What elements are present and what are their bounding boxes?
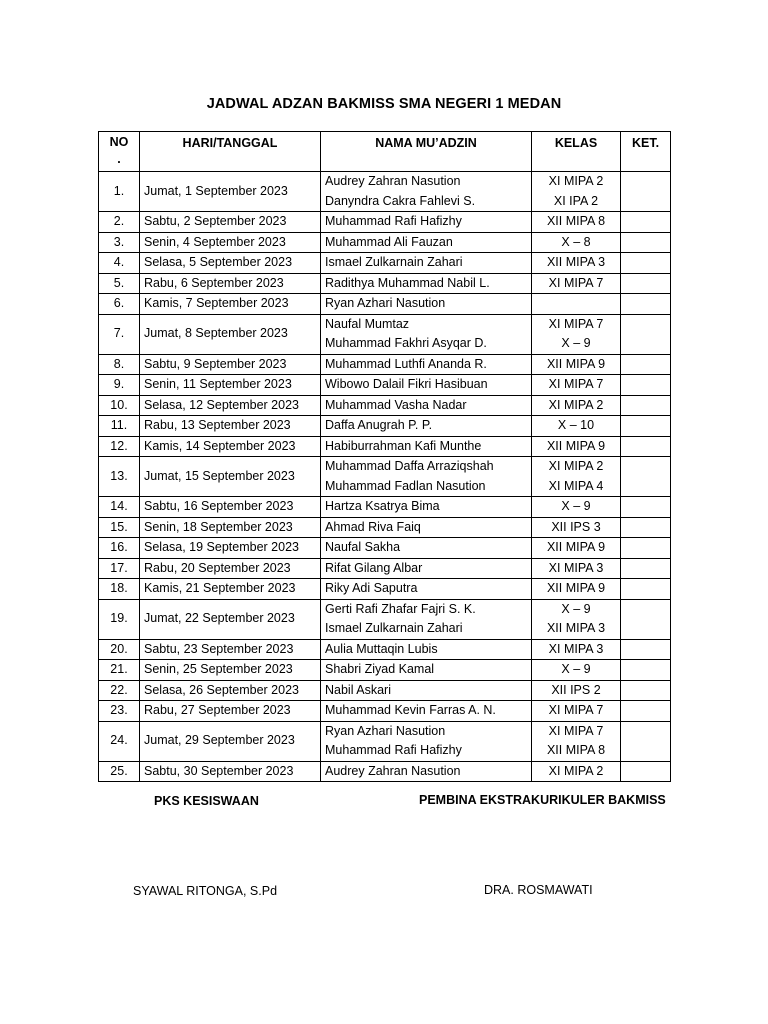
- document-title: JADWAL ADZAN BAKMISS SMA NEGERI 1 MEDAN: [206, 96, 562, 112]
- muadzin-name: Muhammad Rafi Hafizhy: [325, 214, 462, 228]
- row-class: [532, 172, 621, 212]
- class-name: XII MIPA 3: [546, 255, 606, 269]
- row-date: Jumat, 22 September 2023: [140, 599, 321, 639]
- class-name: XI MIPA 4: [548, 478, 604, 493]
- row-class: [532, 314, 621, 354]
- muadzin-name: Habiburrahman Kafi Munthe: [325, 438, 482, 453]
- row-number: 2.: [99, 212, 140, 233]
- row-date: Rabu, 13 September 2023: [140, 416, 321, 437]
- table-row: [99, 273, 671, 294]
- muadzin-name: Nabil Askari: [325, 682, 391, 697]
- row-class: [532, 721, 621, 761]
- class-name: [536, 294, 616, 314]
- table-row: [99, 599, 671, 639]
- row-note: [621, 172, 671, 212]
- class-name: XII IPS 2: [551, 682, 601, 697]
- row-number: 14.: [99, 497, 140, 518]
- row-muadzin: [321, 395, 532, 416]
- header-note: KET.: [621, 132, 671, 172]
- table-row: [99, 517, 671, 538]
- header-no: NO .: [99, 132, 140, 172]
- row-muadzin: [321, 599, 532, 639]
- row-date: Selasa, 26 September 2023: [140, 680, 321, 701]
- row-note: [621, 761, 671, 782]
- row-number: 7.: [99, 314, 140, 354]
- row-note: [621, 497, 671, 518]
- class-name: X – 9: [561, 662, 591, 676]
- muadzin-name: Muhammad Rafi Hafizhy: [325, 743, 462, 757]
- signature-left-name: SYAWAL RITONGA, S.Pd: [133, 884, 278, 898]
- muadzin-name: Hartza Ksatrya Bima: [325, 499, 440, 513]
- row-muadzin: [321, 721, 532, 761]
- row-class: [532, 558, 621, 579]
- row-number: 25.: [99, 761, 140, 782]
- muadzin-name: Ryan Azhari Nasution: [325, 723, 446, 738]
- muadzin-name: Shabri Ziyad Kamal: [325, 662, 435, 676]
- muadzin-name: Gerti Rafi Zhafar Fajri S. K.: [325, 601, 476, 616]
- muadzin-name: Radithya Muhammad Nabil L.: [325, 275, 490, 290]
- row-muadzin: [321, 761, 532, 782]
- row-number: 13.: [99, 457, 140, 497]
- row-number: 16.: [99, 538, 140, 559]
- muadzin-name: Muhammad Fakhri Asyqar D.: [325, 336, 487, 350]
- row-class: [532, 497, 621, 518]
- row-note: [621, 273, 671, 294]
- row-number: 20.: [99, 639, 140, 660]
- row-date: Selasa, 5 September 2023: [140, 253, 321, 274]
- class-name: X – 9: [561, 601, 591, 616]
- row-note: [621, 639, 671, 660]
- row-note: [621, 680, 671, 701]
- row-date: Kamis, 14 September 2023: [140, 436, 321, 457]
- class-name: XI MIPA 2: [548, 763, 604, 778]
- row-number: 21.: [99, 660, 140, 681]
- row-date: Kamis, 7 September 2023: [140, 294, 321, 315]
- class-name: XII MIPA 8: [546, 743, 606, 757]
- class-name: XII MIPA 9: [546, 356, 606, 371]
- row-note: [621, 457, 671, 497]
- row-muadzin: [321, 517, 532, 538]
- row-date: Rabu, 6 September 2023: [140, 273, 321, 294]
- row-date: Senin, 11 September 2023: [140, 375, 321, 396]
- row-note: [621, 354, 671, 375]
- row-note: [621, 436, 671, 457]
- muadzin-name: Naufal Mumtaz: [325, 316, 410, 331]
- row-number: 11.: [99, 416, 140, 437]
- table-row: [99, 558, 671, 579]
- row-number: 5.: [99, 273, 140, 294]
- row-muadzin: [321, 497, 532, 518]
- row-muadzin: [321, 212, 532, 233]
- table-row: [99, 212, 671, 233]
- muadzin-name: Muhammad Daffa Arraziqshah: [325, 459, 494, 473]
- row-class: [532, 579, 621, 600]
- muadzin-name: Ryan Azhari Nasution: [325, 296, 446, 310]
- row-date: Jumat, 15 September 2023: [140, 457, 321, 497]
- row-class: [532, 538, 621, 559]
- muadzin-name: Danyndra Cakra Fahlevi S.: [325, 193, 476, 208]
- class-name: XI MIPA 7: [548, 316, 604, 331]
- row-note: [621, 579, 671, 600]
- class-name: X – 9: [561, 499, 591, 513]
- header-class: KELAS: [532, 132, 621, 172]
- row-date: Jumat, 29 September 2023: [140, 721, 321, 761]
- row-muadzin: [321, 660, 532, 681]
- row-muadzin: [321, 172, 532, 212]
- class-name: XI MIPA 3: [548, 641, 604, 656]
- class-name: XII MIPA 9: [546, 438, 606, 453]
- class-name: X – 9: [561, 336, 591, 350]
- row-muadzin: [321, 579, 532, 600]
- row-number: 24.: [99, 721, 140, 761]
- table-row: [99, 761, 671, 782]
- row-note: [621, 416, 671, 437]
- class-name: X – 8: [561, 234, 591, 249]
- row-class: [532, 354, 621, 375]
- table-row: [99, 253, 671, 274]
- table-row: [99, 172, 671, 212]
- row-class: [532, 232, 621, 253]
- row-class: [532, 599, 621, 639]
- row-date: Selasa, 19 September 2023: [140, 538, 321, 559]
- row-note: [621, 375, 671, 396]
- class-name: XI IPA 2: [553, 193, 599, 208]
- muadzin-name: Wibowo Dalail Fikri Hasibuan: [325, 377, 488, 391]
- muadzin-name: Riky Adi Saputra: [325, 581, 418, 595]
- table-row: [99, 395, 671, 416]
- row-number: 19.: [99, 599, 140, 639]
- class-name: XII MIPA 9: [546, 540, 606, 554]
- class-name: XI MIPA 7: [548, 703, 604, 717]
- schedule-table: [98, 131, 671, 782]
- row-class: [532, 639, 621, 660]
- row-muadzin: [321, 701, 532, 722]
- signature-left-title: PKS KESISWAAN: [154, 794, 259, 808]
- row-note: [621, 253, 671, 274]
- signature-right-name: DRA. ROSMAWATI: [484, 883, 593, 897]
- row-muadzin: [321, 436, 532, 457]
- row-number: 23.: [99, 701, 140, 722]
- row-class: [532, 761, 621, 782]
- muadzin-name: Muhammad Vasha Nadar: [325, 397, 467, 412]
- table-row: [99, 436, 671, 457]
- row-class: [532, 517, 621, 538]
- class-name: XI MIPA 2: [548, 174, 604, 188]
- row-number: 17.: [99, 558, 140, 579]
- row-note: [621, 558, 671, 579]
- row-note: [621, 517, 671, 538]
- row-note: [621, 660, 671, 681]
- muadzin-name: Audrey Zahran Nasution: [325, 763, 461, 778]
- row-note: [621, 232, 671, 253]
- row-muadzin: [321, 538, 532, 559]
- row-note: [621, 314, 671, 354]
- header-name: NAMA MU’ADZIN: [321, 132, 532, 172]
- row-date: Senin, 4 September 2023: [140, 232, 321, 253]
- muadzin-name: Rifat Gilang Albar: [325, 560, 423, 575]
- table-row: [99, 354, 671, 375]
- row-number: 18.: [99, 579, 140, 600]
- row-date: Sabtu, 30 September 2023: [140, 761, 321, 782]
- signature-right-title: PEMBINA EKSTRAKURIKULER BAKMISS: [419, 793, 666, 807]
- row-date: Jumat, 8 September 2023: [140, 314, 321, 354]
- table-row: [99, 579, 671, 600]
- row-muadzin: [321, 294, 532, 315]
- table-row: [99, 497, 671, 518]
- muadzin-name: Muhammad Fadlan Nasution: [325, 478, 486, 493]
- table-header-row: [99, 132, 671, 172]
- row-class: [532, 294, 621, 315]
- muadzin-name: Aulia Muttaqin Lubis: [325, 641, 438, 656]
- row-date: Rabu, 27 September 2023: [140, 701, 321, 722]
- row-date: Sabtu, 9 September 2023: [140, 354, 321, 375]
- muadzin-name: Daffa Anugrah P. P.: [325, 418, 433, 432]
- row-class: [532, 253, 621, 274]
- row-muadzin: [321, 375, 532, 396]
- class-name: X – 10: [557, 418, 595, 432]
- row-class: [532, 660, 621, 681]
- table-row: [99, 232, 671, 253]
- table-row: [99, 701, 671, 722]
- table-row: [99, 721, 671, 761]
- row-date: Rabu, 20 September 2023: [140, 558, 321, 579]
- row-date: Jumat, 1 September 2023: [140, 172, 321, 212]
- row-muadzin: [321, 558, 532, 579]
- muadzin-name: Naufal Sakha: [325, 540, 401, 554]
- row-date: Sabtu, 23 September 2023: [140, 639, 321, 660]
- row-number: 3.: [99, 232, 140, 253]
- class-name: XI MIPA 2: [548, 397, 604, 412]
- class-name: XII MIPA 8: [546, 214, 606, 228]
- muadzin-name: Ismael Zulkarnain Zahari: [325, 255, 463, 269]
- muadzin-name: Muhammad Kevin Farras A. N.: [325, 703, 496, 717]
- row-number: 8.: [99, 354, 140, 375]
- row-muadzin: [321, 273, 532, 294]
- table-row: [99, 375, 671, 396]
- row-note: [621, 395, 671, 416]
- row-class: [532, 680, 621, 701]
- row-muadzin: [321, 232, 532, 253]
- row-note: [621, 212, 671, 233]
- table-row: [99, 294, 671, 315]
- muadzin-name: Muhammad Luthfi Ananda R.: [325, 356, 487, 371]
- table-row: [99, 314, 671, 354]
- row-number: 15.: [99, 517, 140, 538]
- row-date: Selasa, 12 September 2023: [140, 395, 321, 416]
- row-note: [621, 701, 671, 722]
- row-class: [532, 375, 621, 396]
- row-muadzin: [321, 680, 532, 701]
- row-number: 22.: [99, 680, 140, 701]
- table-row: [99, 639, 671, 660]
- row-date: Senin, 18 September 2023: [140, 517, 321, 538]
- row-note: [621, 721, 671, 761]
- class-name: XI MIPA 7: [548, 275, 604, 290]
- row-note: [621, 294, 671, 315]
- row-class: [532, 701, 621, 722]
- muadzin-name: Muhammad Ali Fauzan: [325, 234, 453, 249]
- row-number: 9.: [99, 375, 140, 396]
- row-note: [621, 599, 671, 639]
- row-class: [532, 416, 621, 437]
- class-name: XII IPS 3: [551, 519, 601, 534]
- row-class: [532, 457, 621, 497]
- row-class: [532, 436, 621, 457]
- row-muadzin: [321, 253, 532, 274]
- muadzin-name: Ismael Zulkarnain Zahari: [325, 621, 463, 635]
- table-row: [99, 538, 671, 559]
- table-row: [99, 680, 671, 701]
- row-muadzin: [321, 354, 532, 375]
- table-row: [99, 416, 671, 437]
- row-muadzin: [321, 416, 532, 437]
- class-name: XI MIPA 2: [548, 459, 604, 473]
- row-number: 12.: [99, 436, 140, 457]
- class-name: XI MIPA 7: [548, 723, 604, 738]
- row-note: [621, 538, 671, 559]
- row-number: 6.: [99, 294, 140, 315]
- muadzin-name: Ahmad Riva Faiq: [325, 519, 421, 534]
- header-date: HARI/TANGGAL: [140, 132, 321, 172]
- row-date: Senin, 25 September 2023: [140, 660, 321, 681]
- row-date: Sabtu, 2 September 2023: [140, 212, 321, 233]
- class-name: XII MIPA 9: [546, 581, 606, 595]
- table-row: [99, 457, 671, 497]
- row-class: [532, 395, 621, 416]
- row-number: 10.: [99, 395, 140, 416]
- class-name: XII MIPA 3: [546, 621, 606, 635]
- row-number: 4.: [99, 253, 140, 274]
- table-row: [99, 660, 671, 681]
- row-date: Sabtu, 16 September 2023: [140, 497, 321, 518]
- class-name: XI MIPA 7: [548, 377, 604, 391]
- row-date: Kamis, 21 September 2023: [140, 579, 321, 600]
- muadzin-name: Audrey Zahran Nasution: [325, 174, 461, 188]
- row-muadzin: [321, 314, 532, 354]
- row-class: [532, 273, 621, 294]
- row-muadzin: [321, 457, 532, 497]
- class-name: XI MIPA 3: [548, 560, 604, 575]
- row-class: [532, 212, 621, 233]
- row-muadzin: [321, 639, 532, 660]
- row-number: 1.: [99, 172, 140, 212]
